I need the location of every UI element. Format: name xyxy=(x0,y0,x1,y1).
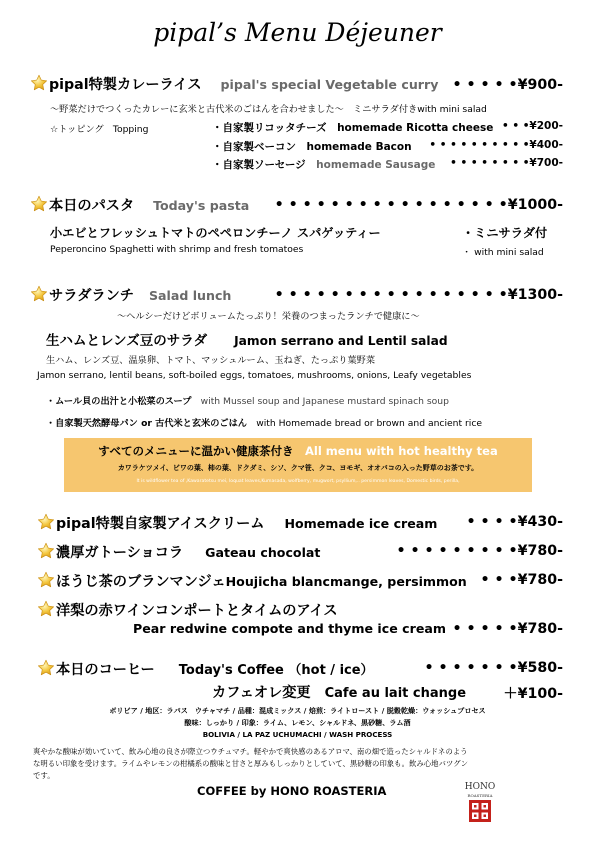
logo-name: HONO xyxy=(464,782,496,792)
star-icon xyxy=(37,542,55,560)
coffee-description: です。 xyxy=(33,771,55,780)
salad-ingredients-jp: 生ハム、レンズ豆、温泉卵、トマト、マッシュルーム、玉ねぎ、たっぷり葉野菜 xyxy=(46,355,376,366)
star-icon xyxy=(30,74,48,92)
cafe-au-lait: カフェオレ変更 Cafe au lait change xyxy=(212,685,467,701)
salad-name-jp: サラダランチ xyxy=(49,288,134,304)
pasta-side-jp: ・ミニサラダ付 xyxy=(462,226,548,240)
roaster-credit: COFFEE by HONO ROASTERIA xyxy=(197,784,387,798)
tea-info-box xyxy=(64,438,532,492)
topping-item: ・自家製ソーセージ homemade Sausage xyxy=(212,159,436,171)
dessert-price: • • • • • • • • •¥780- xyxy=(396,543,563,559)
star-icon xyxy=(37,659,55,677)
pasta-heading xyxy=(30,195,249,215)
coffee-description: な明るい印象を受けます。ライムやレモンの柑橘系の酸味と甘さと厚みもしっかりとしていて、黒砂糖の印象も。飲み心地バツグン xyxy=(33,759,469,768)
salad-description: 〜ヘルシーだけどボリュームたっぷり！栄養のつまったランチで健康に〜 xyxy=(117,311,420,322)
curry-name-en: pipal's special Vegetable curry xyxy=(220,77,439,92)
dessert-item: 濃厚ガトーショコラ Gateau chocolat xyxy=(37,542,320,562)
dessert-item: 洋梨の赤ワインコンポートとタイムのアイス xyxy=(37,600,338,620)
star-icon xyxy=(30,285,48,303)
tea-heading: すべてのメニューに温かい健康茶付き All menu with hot healthy tea xyxy=(98,444,498,458)
topping-item: ・自家製ベーコン homemade Bacon xyxy=(212,141,412,153)
curry-name-jp: pipal特製カレーライス xyxy=(49,77,202,93)
logo-mark-icon xyxy=(469,800,491,822)
coffee-spec-3: BOLIVIA / LA PAZ UCHUMACHI / WASH PROCESS xyxy=(202,730,393,739)
dessert-item: pipal特製自家製アイスクリーム Homemade ice cream xyxy=(37,513,437,533)
salad-dish: 生ハムとレンズ豆のサラダ Jamon serrano and Lentil salad xyxy=(46,333,448,349)
star-icon xyxy=(30,195,48,213)
coffee-description: 爽やかな酸味が効いていて、飲み心地の良さが際立つウチュマチ。軽やかで爽快感のあるアロマ、南の畑で造ったシャルドネのよう xyxy=(33,747,468,756)
topping-item: ・自家製リコッタチーズ homemade Ricotta cheese xyxy=(212,122,494,134)
curry-heading xyxy=(30,74,438,94)
pasta-side-en: ・ with mini salad xyxy=(462,247,544,258)
coffee-spec-1: ボリビア / 地区：ラパス ウチャマチ / 品種：混成ミックス / 焙煎：ライトロースト / 脱穀乾燥：ウォッシュプロセス xyxy=(109,706,486,715)
dessert-price: • • • • •¥780- xyxy=(452,621,563,637)
topping-price: • • • • • • • • • •¥400- xyxy=(429,139,563,151)
curry-description: 〜野菜だけでつくったカレーに玄米と古代米のごはんを合わせました〜 ミニサラダ付きwith mini salad xyxy=(50,104,487,115)
dessert-price: • • • •¥430- xyxy=(466,514,563,530)
curry-price: • • • • •¥900- xyxy=(452,77,563,93)
salad-name-en: Salad lunch xyxy=(148,288,232,303)
pasta-dish-jp: 小エビとフレッシュトマトのペペロンチーノ スパゲッティー xyxy=(50,226,381,240)
tea-ingredients-jp: カワラケツメイ、ビワの葉、柿の葉、ドクダミ、シソ、クマ笹、クコ、ヨモギ、オオバコの入った野草のお茶です。 xyxy=(117,464,479,472)
topping-price: • • •¥200- xyxy=(501,120,563,132)
dessert-price: • • •¥780- xyxy=(480,572,563,588)
star-icon xyxy=(37,513,55,531)
dessert-name-en: Pear redwine compote and thyme ice cream xyxy=(133,621,446,636)
salad-ingredients-en: Jamon serrano, lentil beans, soft-boiled eggs, tomatoes, mushrooms, onions, Leafy vegetables xyxy=(37,370,472,381)
tea-ingredients-en: It is wildflower tea of ,Kawaratetsu mei, loquat leaves,Kumasada, wolfberry, mugwort, psyllium,.. persimmon leaves, Domestic birds, perilla, xyxy=(136,479,460,484)
star-icon xyxy=(37,571,55,589)
coffee-heading: 本日のコーヒー Today's Coffee （hot / ice） xyxy=(37,659,374,679)
dessert-item: ほうじ茶のブランマンジェHoujicha blancmange, persimmon xyxy=(37,571,467,591)
star-icon xyxy=(37,600,55,618)
topping-label: ☆トッピング Topping xyxy=(50,124,149,135)
salad-heading xyxy=(30,285,231,305)
pasta-dish-en: Peperoncino Spaghetti with shrimp and fresh tomatoes xyxy=(50,244,304,255)
topping-price: • • • • • • • •¥700- xyxy=(450,157,563,169)
salad-bread: ・自家製天然酵母パン or 古代米と玄米のごはん with Homemade bread or brown and ancient rice xyxy=(46,418,483,429)
pasta-name-en: Today's pasta xyxy=(153,198,250,213)
cafe-au-lait-price: ＋¥100- xyxy=(503,686,563,702)
hono-roasteria-logo xyxy=(460,782,500,822)
coffee-spec-2: 酸味：しっかり / 印象：ライム、レモン、シャルドネ、黒砂糖、ラム酒 xyxy=(184,718,411,727)
pasta-price: • • • • • • • • • • • • • • • • •¥1000- xyxy=(274,197,563,213)
coffee-price: • • • • • • •¥580- xyxy=(424,660,563,676)
salad-soup: ・ムール貝の出汁と小松菜のスープ with Mussel soup and Japanese mustard spinach soup xyxy=(46,396,449,407)
salad-price: • • • • • • • • • • • • • • • • •¥1300- xyxy=(274,287,563,303)
logo-subtitle: ROASTERIA xyxy=(467,793,493,798)
pasta-name-jp: 本日のパスタ xyxy=(49,198,135,214)
page-title: pipal’s Menu Déjeuner xyxy=(153,18,442,47)
